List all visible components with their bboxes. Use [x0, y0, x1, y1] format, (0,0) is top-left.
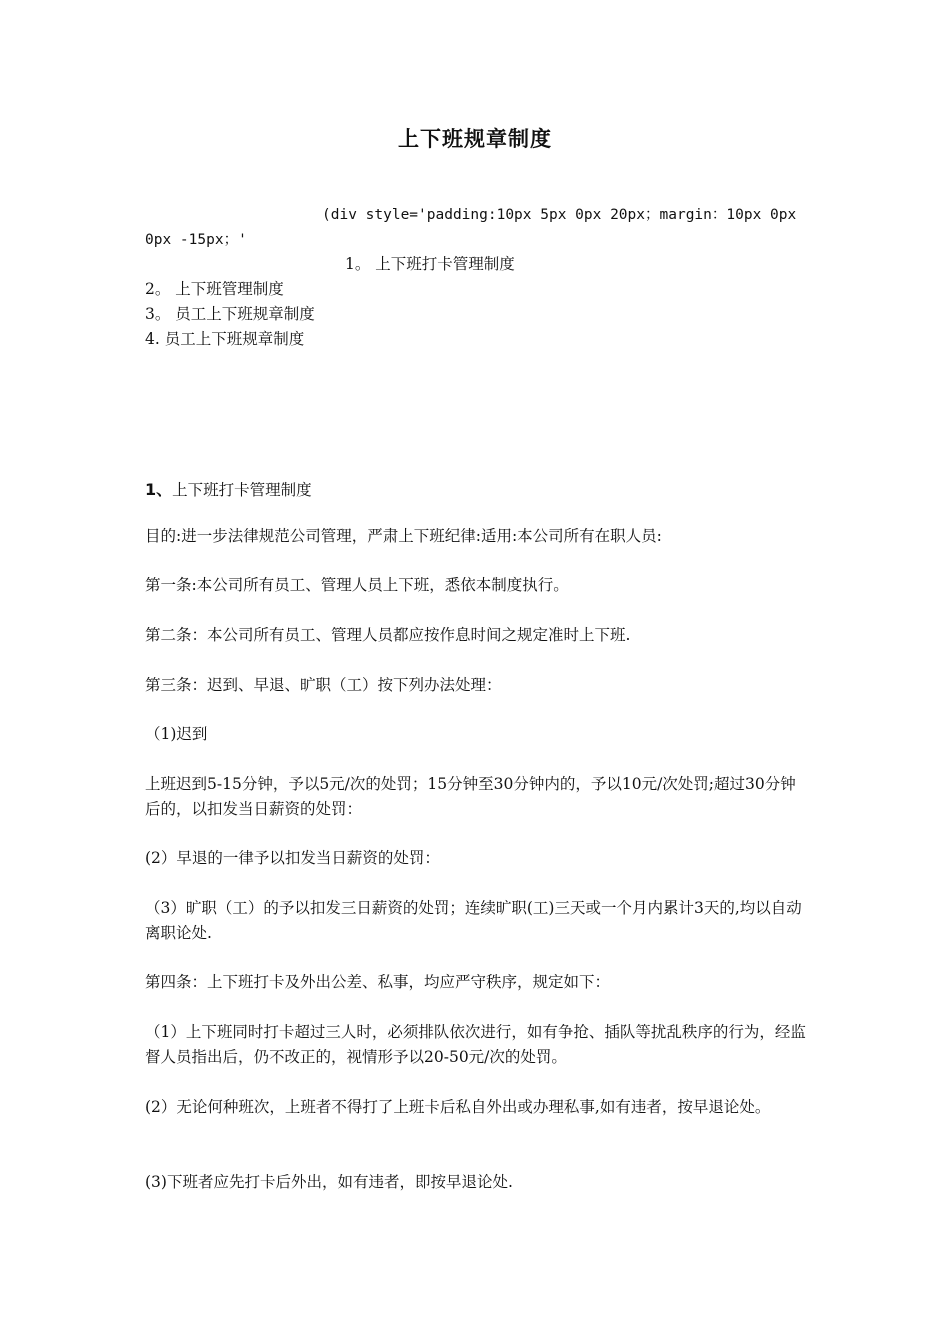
paragraph-purpose: 目的:进一步法律规范公司管理，严肃上下班纪律:适用:本公司所有在职人员: — [145, 527, 662, 545]
code-fragment-line-1: (div style='padding:10px 5px 0px 20px；margin：10px 0px — [322, 207, 797, 223]
toc-item-3: 3。 员工上下班规章制度 — [145, 305, 315, 323]
paragraph-article-3: 第三条：迟到、早退、旷职（工）按下列办法处理： — [145, 676, 502, 694]
paragraph-late-rule: 上班迟到5-15分钟，予以5元/次的处罚；15分钟至30分钟内的，予以10元/次处罚;超过30分钟后的，以扣发当日薪资的处罚： — [145, 775, 796, 818]
paragraph-late-heading: （1)迟到 — [145, 725, 208, 743]
toc-item-4: 4. 员工上下班规章制度 — [145, 330, 305, 348]
paragraph-early-leave: (2）早退的一律予以扣发当日薪资的处罚： — [145, 849, 440, 867]
paragraph-article-1: 第一条:本公司所有员工、管理人员上下班，悉依本制度执行。 — [145, 576, 569, 594]
section-number: 1、 — [145, 480, 173, 499]
paragraph-article-2: 第二条：本公司所有员工、管理人员都应按作息时间之规定准时上下班. — [145, 626, 631, 644]
toc-item-1: 1。 上下班打卡管理制度 — [345, 255, 515, 273]
code-fragment-line-2: 0px -15px；' — [145, 232, 247, 248]
paragraph-article-4: 第四条：上下班打卡及外出公差、私事，均应严守秩序，规定如下： — [145, 973, 611, 991]
paragraph-absence: （3）旷职（工）的予以扣发三日薪资的处罚；连续旷职(工)三天或一个月内累计3天的,均以自动离职论处. — [145, 899, 802, 942]
toc-item-2: 2。 上下班管理制度 — [145, 280, 284, 298]
paragraph-queue-rule: （1）上下班同时打卡超过三人时，必须排队依次进行，如有争抢、插队等扰乱秩序的行为，经监督人员指出后，仍不改正的，视情形予以20-50元/次的处罚。 — [145, 1023, 806, 1066]
section-heading-text: 上下班打卡管理制度 — [172, 481, 312, 499]
section-heading — [145, 477, 312, 500]
document-title: 上下班规章制度 — [398, 127, 552, 151]
paragraph-no-leaving-rule: (2）无论何种班次，上班者不得打了上班卡后私自外出或办理私事,如有违者，按早退论处。 — [145, 1098, 771, 1116]
paragraph-clock-out-rule: (3)下班者应先打卡后外出，如有违者，即按早退论处. — [145, 1173, 513, 1191]
